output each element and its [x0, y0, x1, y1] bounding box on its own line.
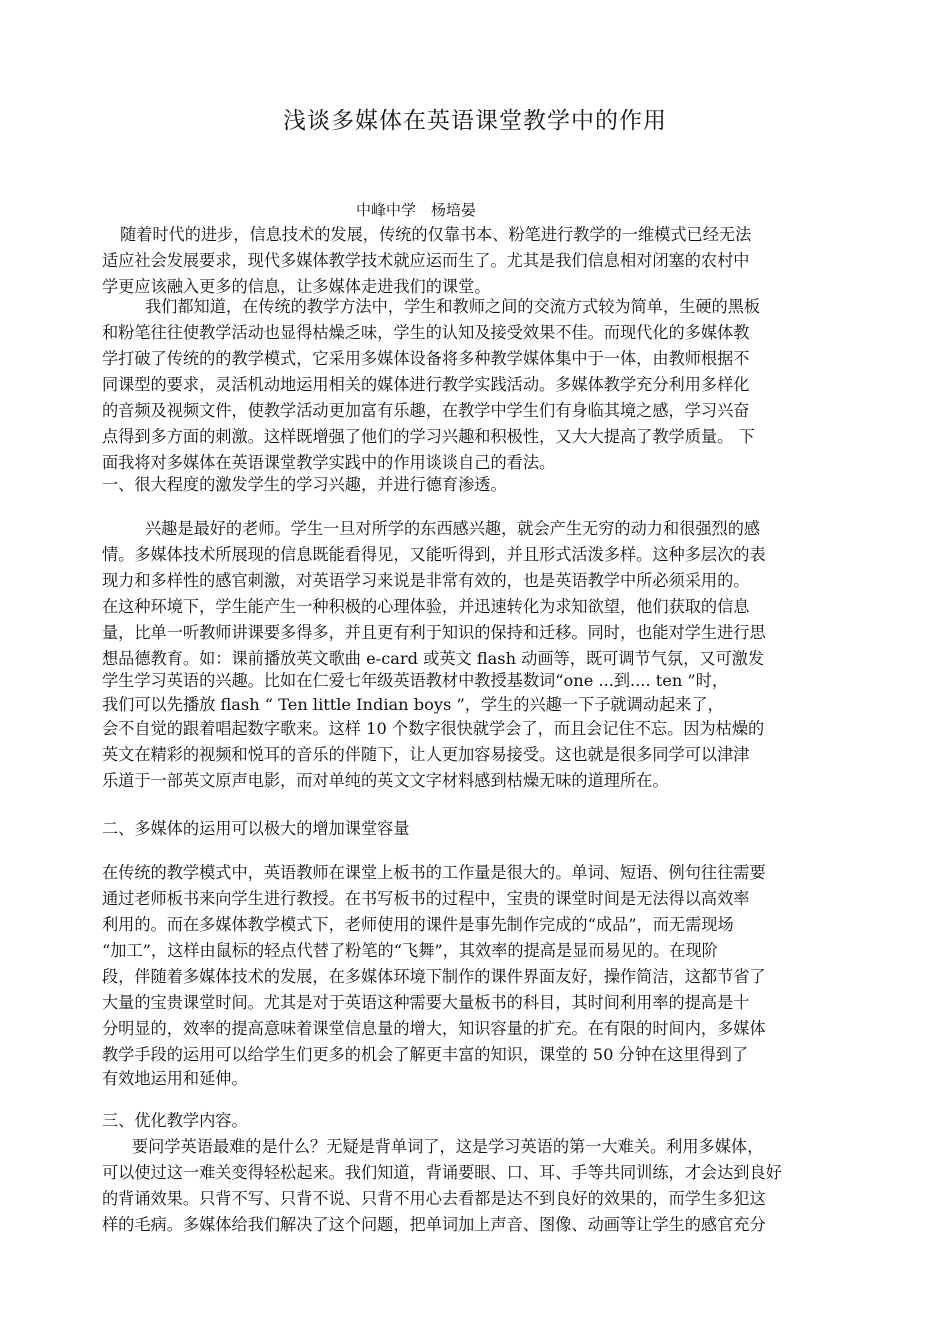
section-heading-2: 二、多媒体的运用可以极大的增加课堂容量 [102, 819, 410, 838]
para3-line: 英文在精彩的视频和悦耳的音乐的伴随下，让人更加容易接受。这也就是很多同学可以津津 [102, 745, 750, 764]
para2-line: 点得到多方面的刺激。这样既增强了他们的学习兴趣和积极性，又大大提高了教学质量。 下 [102, 427, 755, 446]
para3-line: 我们可以先播放 flash “ Ten little Indian boys ”，学生的兴趣一下子就调动起来了， [102, 695, 724, 714]
para3-line: 会不自觉的跟着唱起数字歌来。这样 10 个数字很快就学会了，而且会记住不忘。因为枯燥的 [102, 719, 765, 738]
para3-line: 乐道于一部英文原声电影，而对单纯的英文文字材料感到枯燥无味的道理所在。 [102, 771, 669, 790]
para4-line: 教学手段的运用可以给学生们更多的机会了解更丰富的知识，课堂的 50 分钟在这里得到了 [102, 1045, 749, 1064]
para1-line: 随着时代的进步，信息技术的发展，传统的仅靠书本、粉笔进行教学的一维模式已经无法 [120, 225, 752, 244]
para2-line: 学打破了传统的的教学模式，它采用多媒体设备将多种教学媒体集中于一体，由教师根据不 [102, 349, 750, 368]
para3-line: 情。多媒体技术所展现的信息既能看得见，又能听得到，并且形式活泼多样。这种多层次的表 [102, 545, 766, 564]
document-title: 浅谈多媒体在英语课堂教学中的作用 [283, 108, 667, 134]
para4-line: 段，伴随着多媒体技术的发展，在多媒体环境下制作的课件界面友好，操作简洁，这都节省了 [102, 967, 766, 986]
para2-line: 我们都知道，在传统的教学方法中，学生和教师之间的交流方式较为简单，生硬的黑板 [145, 297, 761, 316]
para5-line: 要问学英语最难的是什么？无疑是背单词了，这是学习英语的第一大难关。利用多媒体， [132, 1137, 764, 1156]
para3-line: 在这种环境下，学生能产生一种积极的心理体验，并迅速转化为求知欲望，他们获取的信息 [102, 597, 750, 616]
para4-line: “加工”，这样由鼠标的轻点代替了粉笔的“飞舞”，其效率的提高是显而易见的。在现阶 [102, 941, 718, 960]
para3-line: 量，比单一听教师讲课要多得多，并且更有利于知识的保持和迁移。同时，也能对学生进行思 [102, 623, 766, 642]
para3-line: 现力和多样性的感官刺激，对英语学习来说是非常有效的，也是英语教学中所必须采用的。 [102, 571, 750, 590]
para4-line: 在传统的教学模式中，英语教师在课堂上板书的工作量是很大的。单词、短语、例句往往需要 [102, 863, 766, 882]
para1-line: 学更应该融入更多的信息，让多媒体走进我们的课堂。 [102, 277, 491, 296]
para4-line: 有效地运用和延伸。 [102, 1069, 248, 1088]
para2-line: 的音频及视频文件，使教学活动更加富有乐趣，在教学中学生们有身临其境之感，学习兴奋 [102, 401, 750, 420]
section-heading-1: 一、很大程度的激发学生的学习兴趣，并进行德育渗透。 [102, 475, 507, 494]
para5-line: 样的毛病。多媒体给我们解决了这个问题，把单词加上声音、图像、动画等让学生的感官充分 [102, 1215, 766, 1234]
para3-line: 兴趣是最好的老师。学生一旦对所学的东西感兴趣，就会产生无穷的动力和很强烈的感 [145, 519, 761, 538]
para5-line: 的背诵效果。只背不写、只背不说、只背不用心去看都是达不到良好的效果的，而学生多犯这 [102, 1189, 766, 1208]
para3-line: 想品德教育。如：课前播放英文歌曲 e-card 或英文 flash 动画等，既可调节气氛，又可激发 [102, 649, 765, 668]
para2-line: 和粉笔往往使教学活动也显得枯燥乏味，学生的认知及接受效果不佳。而现代化的多媒体教 [102, 323, 750, 342]
para4-line: 利用的。而在多媒体教学模式下，老师使用的课件是事先制作完成的“成品”，而无需现场 [102, 915, 734, 934]
para4-line: 大量的宝贵课堂时间。尤其是对于英语这种需要大量板书的科目，其时间利用率的提高是十 [102, 993, 750, 1012]
section-heading-3: 三、优化教学内容。 [102, 1111, 248, 1130]
para4-line: 分明显的，效率的提高意味着课堂信息量的增大，知识容量的扩充。在有限的时间内，多媒体 [102, 1019, 766, 1038]
para2-line: 面我将对多媒体在英语课堂教学实践中的作用谈谈自己的看法。 [102, 453, 556, 472]
para2-line: 同课型的要求，灵活机动地运用相关的媒体进行教学实践活动。多媒体教学充分利用多样化 [102, 375, 750, 394]
para4-line: 通过老师板书来向学生进行教授。在书写板书的过程中，宝贵的课堂时间是无法得以高效率 [102, 889, 750, 908]
para5-line: 可以使过这一难关变得轻松起来。我们知道，背诵要眼、口、耳、手等共同训练，才会达到良好 [102, 1163, 782, 1182]
author-line: 中峰中学 杨培晏 [356, 201, 477, 219]
para1-line: 适应社会发展要求，现代多媒体教学技术就应运而生了。尤其是我们信息相对闭塞的农村中 [102, 251, 750, 270]
para3-line: 学生学习英语的兴趣。比如在仁爱七年级英语教材中教授基数词“one ...到.... ten ”时， [102, 671, 729, 690]
